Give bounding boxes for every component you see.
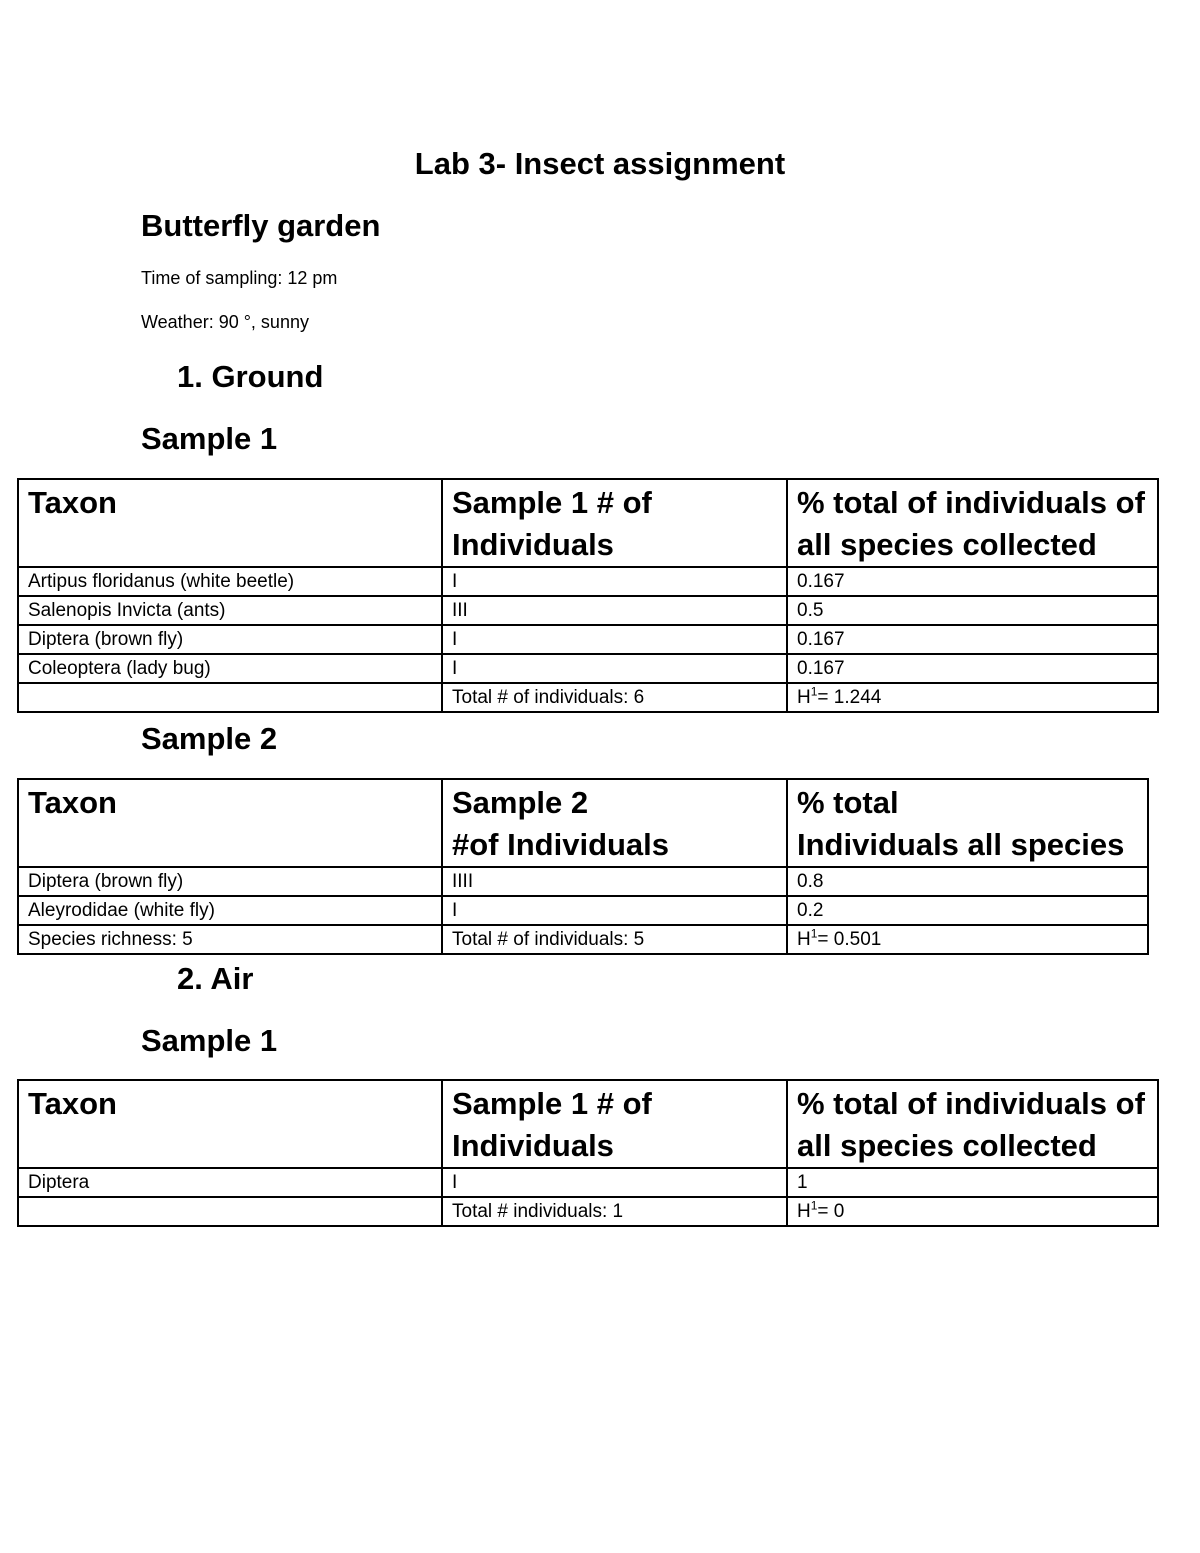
header-count-text: Sample 1 # of Individuals: [452, 485, 652, 562]
cell-count: I: [442, 567, 787, 596]
cell-percent: 0.167: [787, 567, 1158, 596]
cell-count: I: [442, 1168, 787, 1197]
header-count-text: Sample 1 # of Individuals: [452, 1086, 652, 1163]
header-percent: [787, 1080, 1158, 1168]
footer-diversity-index: [787, 925, 1148, 954]
footer-diversity-index: [787, 1197, 1158, 1226]
header-percent-text: % total of individuals of all species collected: [797, 485, 1145, 562]
cell-taxon: Artipus floridanus (white beetle): [18, 567, 442, 596]
footer-species-richness: Species richness: 5: [18, 925, 442, 954]
location-heading: Butterfly garden: [141, 208, 381, 243]
cell-percent: 0.8: [787, 867, 1148, 896]
ground-sample-2-table: [17, 778, 1149, 955]
header-count: [442, 479, 787, 567]
footer-total: Total # individuals: 1: [442, 1197, 787, 1226]
table-row: [18, 596, 1158, 625]
header-taxon: [18, 779, 442, 867]
footer-taxon: [18, 683, 442, 712]
sample-heading: Sample 1: [141, 1023, 278, 1058]
air-sample-1-table: [17, 1079, 1159, 1227]
header-taxon-text: Taxon: [28, 785, 117, 820]
cell-percent: 0.2: [787, 896, 1148, 925]
h-superscript: 1: [810, 1198, 818, 1213]
document-title: Lab 3- Insect assignment: [414, 146, 786, 181]
h-symbol: H: [797, 929, 811, 950]
sample-heading: Sample 1: [141, 421, 278, 456]
table-footer-row: [18, 683, 1158, 712]
h-value: = 0: [817, 1201, 845, 1222]
footer-diversity-index: [787, 683, 1158, 712]
header-percent: [787, 779, 1148, 867]
table-row: [18, 867, 1148, 896]
cell-taxon: Diptera: [18, 1168, 442, 1197]
table-row: [18, 625, 1158, 654]
table-footer-row: [18, 925, 1148, 954]
weather: Weather: 90 °, sunny: [141, 312, 309, 332]
header-count-text: Sample 2 #of Individuals: [452, 785, 670, 862]
cell-percent: 0.167: [787, 625, 1158, 654]
cell-percent: 0.167: [787, 654, 1158, 683]
h-value: = 1.244: [817, 687, 882, 708]
header-taxon-text: Taxon: [28, 485, 117, 520]
header-percent: [787, 479, 1158, 567]
h-superscript: 1: [810, 684, 818, 699]
section-heading-air: 2. Air: [177, 961, 254, 996]
footer-total: Total # of individuals: 6: [442, 683, 787, 712]
header-count: [442, 1080, 787, 1168]
table-row: [18, 654, 1158, 683]
h-symbol: H: [797, 687, 811, 708]
h-symbol: H: [797, 1201, 811, 1222]
cell-taxon: Salenopis Invicta (ants): [18, 596, 442, 625]
cell-count: III: [442, 596, 787, 625]
footer-total: Total # of individuals: 5: [442, 925, 787, 954]
cell-count: IIII: [442, 867, 787, 896]
header-taxon: [18, 1080, 442, 1168]
cell-count: I: [442, 654, 787, 683]
cell-taxon: Diptera (brown fly): [18, 867, 442, 896]
table-row: [18, 896, 1148, 925]
header-percent-text: % total Individuals all species: [797, 785, 1125, 862]
cell-count: I: [442, 896, 787, 925]
table-row: [18, 567, 1158, 596]
table-footer-row: [18, 1197, 1158, 1226]
table-header-row: [18, 779, 1148, 867]
header-taxon: [18, 479, 442, 567]
ground-sample-1-table: [17, 478, 1159, 713]
footer-taxon: [18, 1197, 442, 1226]
h-superscript: 1: [810, 926, 818, 941]
cell-count: I: [442, 625, 787, 654]
cell-percent: 1: [787, 1168, 1158, 1197]
cell-percent: 0.5: [787, 596, 1158, 625]
cell-taxon: Coleoptera (lady bug): [18, 654, 442, 683]
section-heading-ground: 1. Ground: [177, 359, 324, 394]
header-count: [442, 779, 787, 867]
cell-taxon: Aleyrodidae (white fly): [18, 896, 442, 925]
time-of-sampling: Time of sampling: 12 pm: [141, 268, 338, 288]
sample-heading: Sample 2: [141, 721, 278, 756]
cell-taxon: Diptera (brown fly): [18, 625, 442, 654]
table-header-row: [18, 1080, 1158, 1168]
table-row: [18, 1168, 1158, 1197]
header-taxon-text: Taxon: [28, 1086, 117, 1121]
h-value: = 0.501: [817, 929, 882, 950]
header-percent-text: % total of individuals of all species collected: [797, 1086, 1145, 1163]
table-header-row: [18, 479, 1158, 567]
